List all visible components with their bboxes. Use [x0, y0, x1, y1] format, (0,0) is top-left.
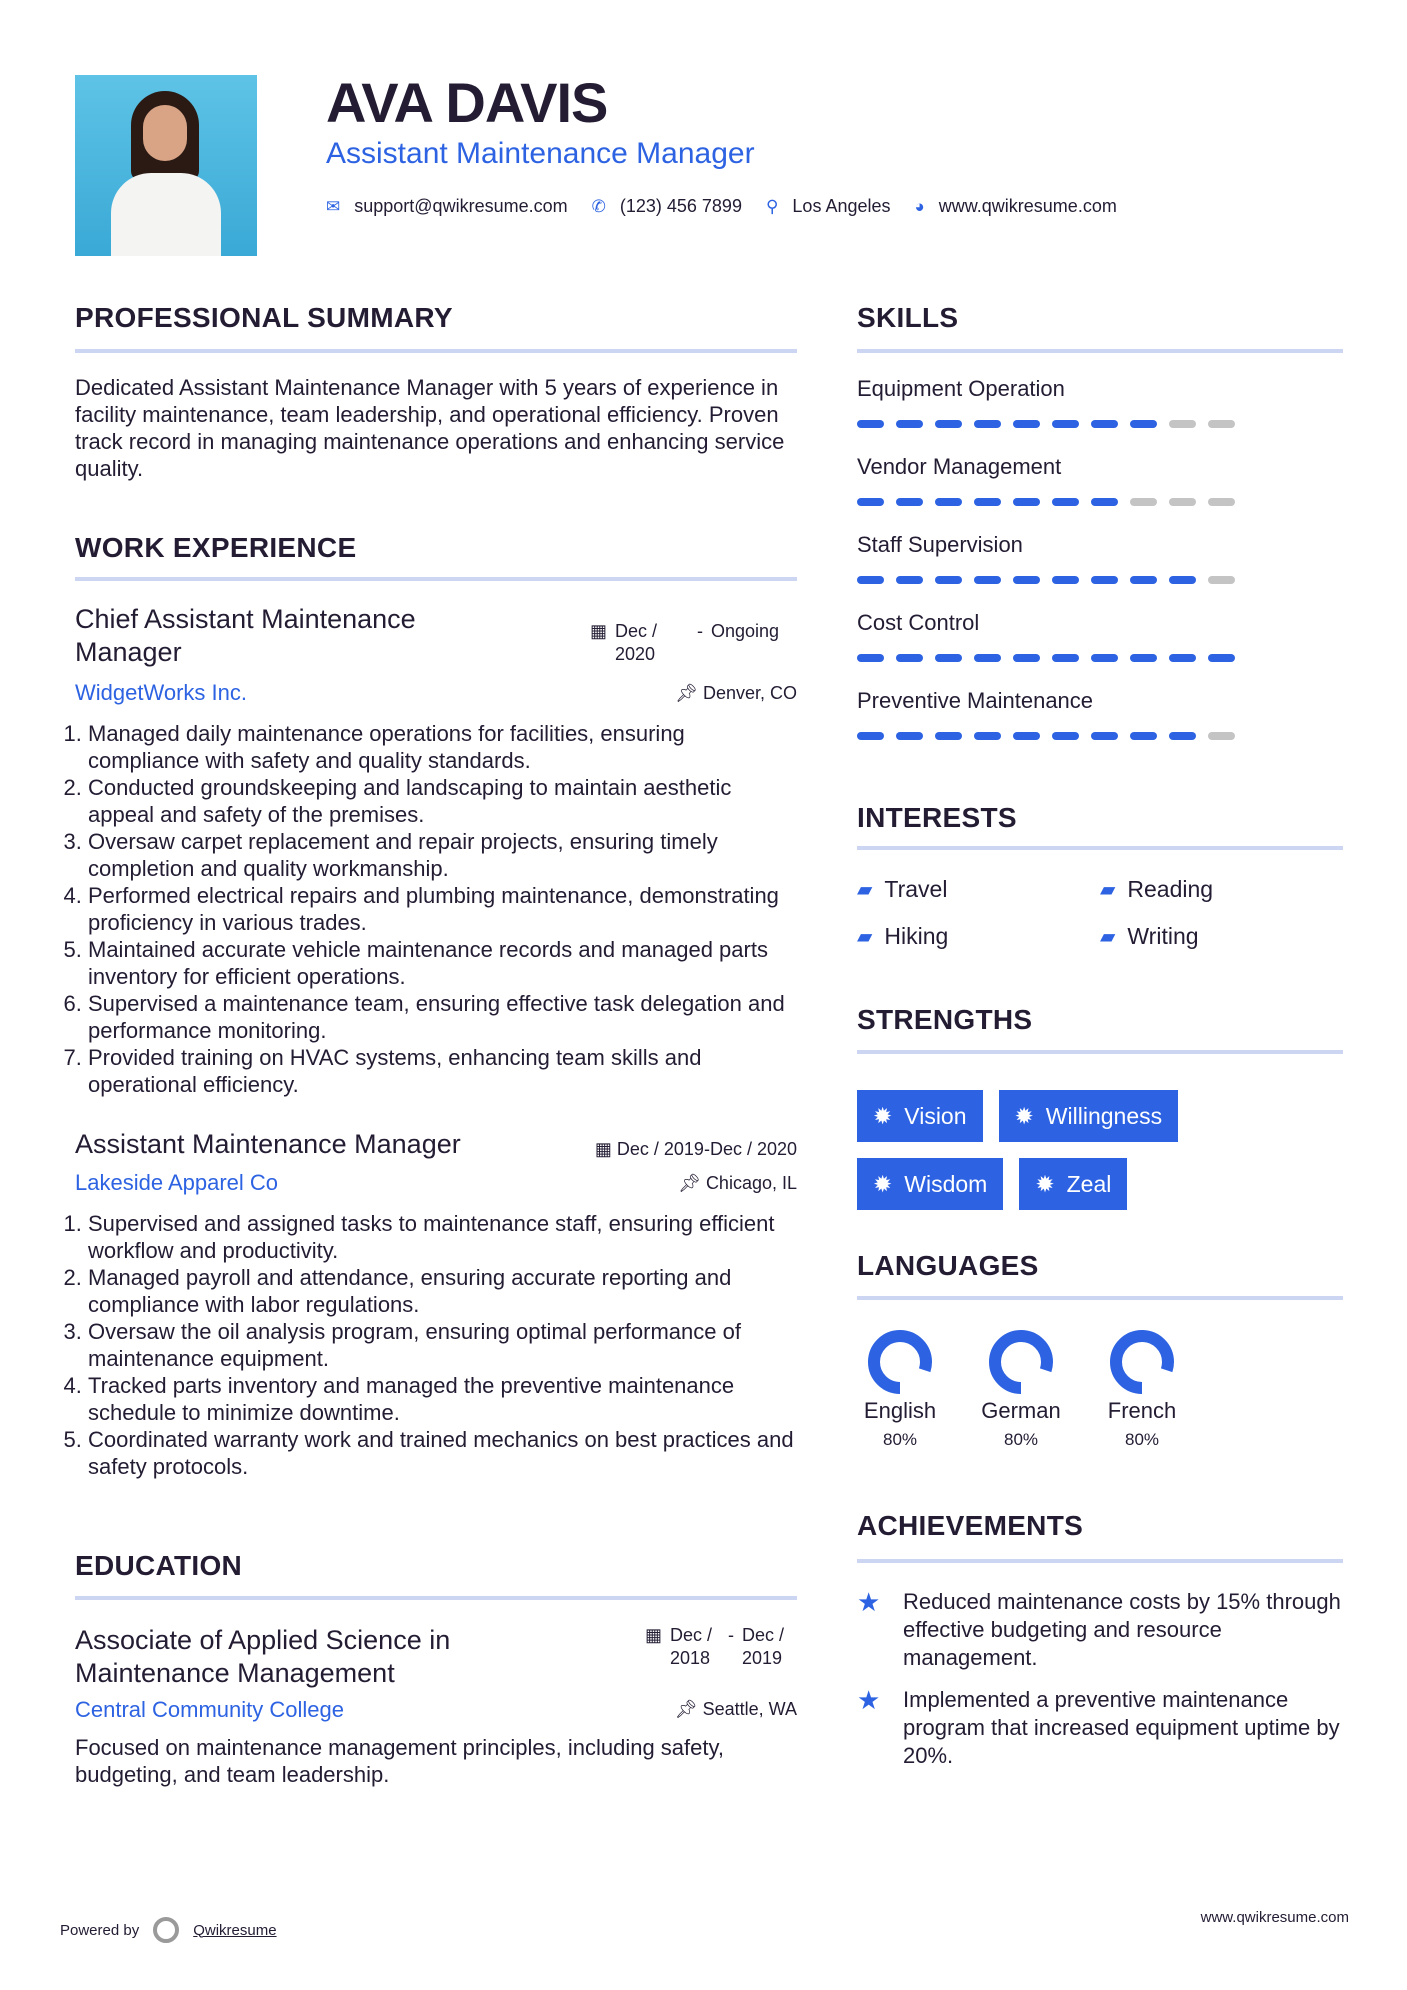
job-dates: ▦ Dec / 2020 - Ongoing	[590, 621, 780, 664]
skill-item	[857, 376, 1235, 454]
interests-heading: INTERESTS	[857, 802, 1017, 833]
strength-badge	[857, 1090, 983, 1142]
divider	[857, 1296, 1343, 1300]
level-dash-filled	[1169, 732, 1196, 740]
level-dash-filled	[1091, 654, 1118, 662]
education-heading: EDUCATION	[75, 1550, 243, 1581]
experience-heading: WORK EXPERIENCE	[75, 532, 357, 563]
level-dash-filled	[935, 654, 962, 662]
phone-icon: ✆	[591, 196, 606, 216]
end-date: Ongoing	[711, 621, 780, 641]
company-name: Lakeside Apparel Co	[75, 1170, 279, 1195]
book-icon: ▰	[1100, 879, 1116, 901]
strength-badge	[999, 1090, 1179, 1142]
degree: Associate of Applied Science in Maintenance Management	[75, 1625, 451, 1688]
skills-heading: SKILLS	[857, 302, 959, 333]
bullet-item: 4. Tracked parts inventory and managed the preventive maintenance schedule to minimize downtime.	[88, 1372, 797, 1426]
skill-level-bar	[857, 732, 1235, 740]
achievement-text: Implemented a preventive maintenance program that increased equipment uptime by 20%.	[903, 1687, 1340, 1768]
language-percent: 80%	[882, 1430, 918, 1449]
profile-photo	[75, 75, 257, 256]
interest-label: Writing	[1127, 923, 1199, 949]
skill-name: Staff Supervision	[857, 532, 1023, 557]
bullet-item: 4. Performed electrical repairs and plumbing maintenance, demonstrating proficiency in various trades.	[88, 882, 797, 936]
level-dash-filled	[974, 732, 1001, 740]
school-name: Central Community College	[75, 1697, 344, 1722]
level-dash-filled	[1052, 732, 1079, 740]
skill-name: Cost Control	[857, 610, 980, 635]
level-dash-filled	[857, 576, 884, 584]
language-ring	[868, 1330, 932, 1394]
skill-name: Preventive Maintenance	[857, 688, 1094, 713]
job-bullets	[70, 720, 797, 1098]
bullet-item: 1. Supervised and assigned tasks to maintenance staff, ensuring efficient workflow and productivity.	[88, 1210, 797, 1264]
badge-icon: ✹	[873, 1171, 893, 1197]
divider	[857, 349, 1343, 353]
globe-icon: ◕	[914, 196, 925, 216]
education-description: Focused on maintenance management principles, including safety, budgeting, and team leadership.	[75, 1735, 724, 1787]
level-dash-filled	[1130, 420, 1157, 428]
language-ring	[989, 1330, 1053, 1394]
job-title: Chief Assistant Maintenance Manager	[75, 604, 416, 667]
level-dash-empty	[1169, 420, 1196, 428]
qwikresume-link[interactable]: Qwikresume	[193, 1921, 277, 1939]
level-dash-filled	[1130, 576, 1157, 584]
skill-level-bar	[857, 576, 1235, 584]
pin-icon: 📌︎	[678, 1173, 706, 1193]
contact-0: support@qwikresume.com	[354, 196, 568, 216]
level-dash-filled	[857, 420, 884, 428]
level-dash-filled	[1013, 732, 1040, 740]
strength-label: Willingness	[1045, 1103, 1163, 1129]
envelope-icon: ✉	[326, 196, 341, 216]
calendar-icon: ▦	[645, 1625, 663, 1645]
level-dash-filled	[1130, 654, 1157, 662]
level-dash-empty	[1169, 498, 1196, 506]
achievement-text: Reduced maintenance costs by 15% through effective budgeting and resource management.	[903, 1589, 1341, 1670]
interest-item	[857, 923, 1100, 950]
level-dash-filled	[935, 732, 962, 740]
level-dash-filled	[935, 498, 962, 506]
level-dash-filled	[1208, 654, 1235, 662]
language-percent: 80%	[1003, 1430, 1039, 1449]
level-dash-filled	[974, 576, 1001, 584]
languages-heading: LANGUAGES	[857, 1250, 1039, 1281]
map-pin-icon: ⚲	[765, 196, 779, 216]
divider	[75, 577, 797, 581]
bullet-item: 7. Provided training on HVAC systems, enhancing team skills and operational efficiency.	[88, 1044, 797, 1098]
star-icon: ★	[857, 1685, 881, 1715]
contact-2: Los Angeles	[792, 196, 891, 216]
interest-label: Travel	[884, 876, 948, 902]
contact-1: (123) 456 7899	[619, 196, 742, 216]
bullet-item: 1. Managed daily maintenance operations for facilities, ensuring compliance with safety and quality standards.	[88, 720, 797, 774]
education-dates: ▦ Dec / 2018 - Dec / 2019	[645, 1625, 785, 1668]
skill-item	[857, 454, 1235, 532]
divider	[75, 1596, 797, 1600]
badge-icon: ✹	[873, 1103, 893, 1129]
level-dash-filled	[1091, 420, 1118, 428]
level-dash-filled	[1052, 498, 1079, 506]
level-dash-filled	[1169, 576, 1196, 584]
bullet-item: 3. Oversaw the oil analysis program, ensuring optimal performance of maintenance equipment.	[88, 1318, 797, 1372]
book-icon: ▰	[857, 926, 873, 948]
interest-item	[1100, 876, 1343, 903]
job-dates: ▦ Dec / 2019-Dec / 2020	[594, 1139, 797, 1159]
interest-item	[1100, 923, 1343, 950]
skill-item	[857, 688, 1235, 766]
bullet-item: 5. Maintained accurate vehicle maintenance records and managed parts inventory for efficient operations.	[88, 936, 797, 990]
summary-heading: PROFESSIONAL SUMMARY	[75, 302, 453, 333]
book-icon: ▰	[857, 879, 873, 901]
education-location: 📌︎ Seattle, WA	[674, 1699, 797, 1719]
strength-label: Zeal	[1066, 1171, 1112, 1197]
company-name: WidgetWorks Inc.	[75, 680, 247, 705]
divider	[857, 1559, 1343, 1563]
level-dash-filled	[974, 654, 1001, 662]
language-name: English	[863, 1398, 937, 1423]
languages-list	[845, 1330, 1345, 1470]
interest-label: Hiking	[884, 923, 949, 949]
level-dash-filled	[857, 498, 884, 506]
pin-icon: 📌︎	[675, 683, 703, 703]
badge-icon: ✹	[1035, 1171, 1055, 1197]
level-dash-filled	[935, 576, 962, 584]
skills-list	[857, 376, 1235, 766]
strengths-heading: STRENGTHS	[857, 1004, 1033, 1035]
achievements-heading: ACHIEVEMENTS	[857, 1510, 1084, 1541]
strength-badge	[857, 1158, 1003, 1210]
level-dash-empty	[1208, 576, 1235, 584]
level-dash-filled	[896, 498, 923, 506]
divider	[75, 349, 797, 353]
job-location: 📌︎ Chicago, IL	[678, 1173, 797, 1193]
skill-level-bar	[857, 420, 1235, 428]
star-icon: ★	[857, 1587, 881, 1617]
level-dash-filled	[1130, 732, 1157, 740]
level-dash-filled	[1169, 654, 1196, 662]
interest-label: Reading	[1127, 876, 1214, 902]
level-dash-filled	[896, 420, 923, 428]
level-dash-empty	[1208, 732, 1235, 740]
skill-item	[857, 610, 1235, 688]
achievements-list	[857, 1588, 1343, 1770]
strength-badge	[1019, 1158, 1127, 1210]
language-ring	[1110, 1330, 1174, 1394]
start-date: Dec / 2020	[615, 621, 658, 664]
level-dash-filled	[974, 498, 1001, 506]
language-percent: 80%	[1124, 1430, 1160, 1449]
level-dash-filled	[935, 420, 962, 428]
candidate-title: Assistant Maintenance Manager	[326, 137, 755, 170]
language-item	[845, 1330, 955, 1450]
level-dash-filled	[1013, 498, 1040, 506]
level-dash-filled	[974, 420, 1001, 428]
calendar-icon: ▦	[594, 1139, 617, 1159]
achievement-item	[857, 1686, 1343, 1770]
divider	[857, 1050, 1343, 1054]
candidate-name: AVA DAVIS	[326, 71, 608, 134]
language-item	[966, 1330, 1076, 1450]
interest-item	[857, 876, 1100, 903]
contact-3: www.qwikresume.com	[938, 196, 1117, 216]
level-dash-filled	[1013, 654, 1040, 662]
powered-by-label: Powered by	[60, 1921, 140, 1939]
strength-label: Vision	[904, 1103, 967, 1129]
level-dash-filled	[857, 654, 884, 662]
badge-icon: ✹	[1014, 1103, 1034, 1129]
language-name: German	[981, 1398, 1061, 1423]
summary-text: Dedicated Assistant Maintenance Manager with 5 years of experience in facility maintenance, team leadership, and operational efficiency. Proven track record in managing maintenance operations and enhancing service quality.	[75, 375, 785, 481]
contact-bar	[326, 196, 1141, 217]
level-dash-filled	[896, 732, 923, 740]
level-dash-filled	[857, 732, 884, 740]
level-dash-filled	[1091, 576, 1118, 584]
skill-level-bar	[857, 498, 1235, 506]
footer-url[interactable]: www.qwikresume.com	[1200, 1909, 1349, 1926]
strength-label: Wisdom	[904, 1171, 988, 1197]
calendar-icon: ▦	[590, 621, 608, 641]
level-dash-empty	[1208, 498, 1235, 506]
strengths-list	[857, 1086, 1343, 1222]
level-dash-filled	[1091, 498, 1118, 506]
skill-item	[857, 532, 1235, 610]
language-name: French	[1107, 1398, 1177, 1423]
bullet-item: 3. Oversaw carpet replacement and repair projects, ensuring timely completion and quality workmanship.	[88, 828, 797, 882]
level-dash-filled	[896, 654, 923, 662]
qwikresume-logo-icon	[153, 1917, 179, 1943]
bullet-item: 2. Conducted groundskeeping and landscaping to maintain aesthetic appeal and safety of the premises.	[88, 774, 797, 828]
level-dash-filled	[1091, 732, 1118, 740]
achievement-item	[857, 1588, 1343, 1672]
language-item	[1087, 1330, 1197, 1450]
job-title: Assistant Maintenance Manager	[75, 1129, 461, 1159]
interests-list	[857, 876, 1343, 950]
bullet-item: 2. Managed payroll and attendance, ensuring accurate reporting and compliance with labor regulations.	[88, 1264, 797, 1318]
divider	[857, 846, 1343, 850]
level-dash-filled	[1013, 576, 1040, 584]
level-dash-filled	[1052, 654, 1079, 662]
level-dash-empty	[1130, 498, 1157, 506]
level-dash-filled	[1052, 420, 1079, 428]
job-location: 📌︎ Denver, CO	[675, 683, 797, 703]
level-dash-filled	[896, 576, 923, 584]
skill-name: Vendor Management	[857, 454, 1062, 479]
bullet-item: 5. Coordinated warranty work and trained mechanics on best practices and safety protocols.	[88, 1426, 797, 1480]
pin-icon: 📌︎	[674, 1699, 703, 1719]
level-dash-empty	[1208, 420, 1235, 428]
skill-level-bar	[857, 654, 1235, 662]
level-dash-filled	[1013, 420, 1040, 428]
bullet-item: 6. Supervised a maintenance team, ensuring effective task delegation and performance monitoring.	[88, 990, 797, 1044]
job-bullets	[70, 1210, 797, 1480]
level-dash-filled	[1052, 576, 1079, 584]
skill-name: Equipment Operation	[857, 376, 1065, 401]
book-icon: ▰	[1100, 926, 1116, 948]
footer-powered	[60, 1917, 277, 1943]
